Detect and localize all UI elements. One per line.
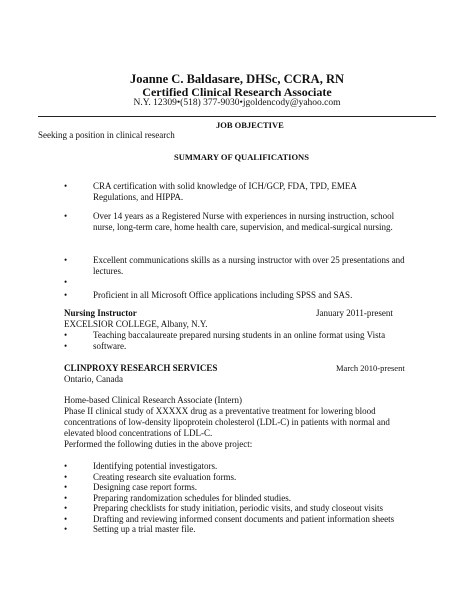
summary-item-3-line2: lectures. xyxy=(93,266,124,276)
job1-org: EXCELSIOR COLLEGE, Albany, N.Y. xyxy=(64,319,208,329)
job2-org: CLINPROXY RESEARCH SERVICES xyxy=(64,363,218,373)
summary-item-1-line2: Regulations, and HIPPA. xyxy=(93,192,184,202)
summary-item-1-line1: CRA certification with solid knowledge of ICH/GCP, FDA, TPD, EMEA xyxy=(93,181,357,191)
summary-item-5-line1: Proficient in all Microsoft Office applications including SPSS and SAS. xyxy=(93,290,353,300)
job2-date: March 2010-present xyxy=(336,363,405,373)
summary-bullet: • xyxy=(64,181,68,191)
job2-duties-list xyxy=(64,461,394,535)
job2-desc-line: Performed the following duties in the above project: xyxy=(64,439,253,449)
summary-bullet: • xyxy=(64,255,68,265)
job1-bullet-text: Teaching baccalaureate prepared nursing students in an online format using Vista xyxy=(93,330,386,340)
list-item: • Preparing randomization schedules for blinded studies. xyxy=(64,492,291,503)
objective-heading: JOB OBJECTIVE xyxy=(216,120,284,130)
summary-heading: SUMMARY OF QUALIFICATIONS xyxy=(174,152,309,162)
summary-bullet: • xyxy=(64,277,68,287)
contact-info: N.Y. 12309•(518) 377-9030•jgoldencody@yahoo.com xyxy=(133,98,341,108)
job2-location: Ontario, Canada xyxy=(64,374,123,384)
job1-bullet: • xyxy=(64,330,68,340)
resume-title: Certified Clinical Research Associate xyxy=(142,85,332,99)
list-item: • Creating research site evaluation forms. xyxy=(64,471,237,482)
list-item: • Drafting and reviewing informed consent documents and patient information sheets xyxy=(64,513,395,524)
list-item: • Preparing checklists for study initiation, periodic visits, and study closeout visits xyxy=(64,503,383,513)
list-item: • Setting up a trial master file. xyxy=(64,524,196,534)
job1-bullet-text: software. xyxy=(93,341,127,351)
summary-bullet: • xyxy=(64,211,68,221)
objective-text: Seeking a position in clinical research xyxy=(38,130,175,140)
job2-role: Home-based Clinical Research Associate (Intern) xyxy=(64,395,242,405)
summary-bullet: • xyxy=(64,290,68,300)
job1-date: January 2011-present xyxy=(316,308,393,318)
header-divider xyxy=(38,116,436,117)
resume-name: Joanne C. Baldasare, DHSc, CCRA, RN xyxy=(129,72,344,86)
job2-desc-line: elevated blood concentrations of LDL-C. xyxy=(64,428,213,438)
job2-desc-line: Phase II clinical study of XXXXX drug as a preventative treatment for lowering blood xyxy=(64,406,376,416)
job1-role: Nursing Instructor xyxy=(64,308,137,318)
list-item: • Designing case report forms. xyxy=(64,482,197,492)
summary-item-3-line1: Excellent communications skills as a nursing instructor with over 25 presentations and xyxy=(93,255,405,265)
job1-bullet: • xyxy=(64,341,68,351)
summary-item-2-line2: nurse, long-term care, home health care, supervision, and medical-surgical nursing. xyxy=(93,222,393,232)
job2-desc-line: concentrations of low-density lipoprotein cholesterol (LDL-C) in patients with normal and xyxy=(64,417,390,427)
list-item: • Identifying potential investigators. xyxy=(64,461,218,471)
summary-item-2-line1: Over 14 years as a Registered Nurse with experiences in nursing instruction, school xyxy=(93,211,395,221)
